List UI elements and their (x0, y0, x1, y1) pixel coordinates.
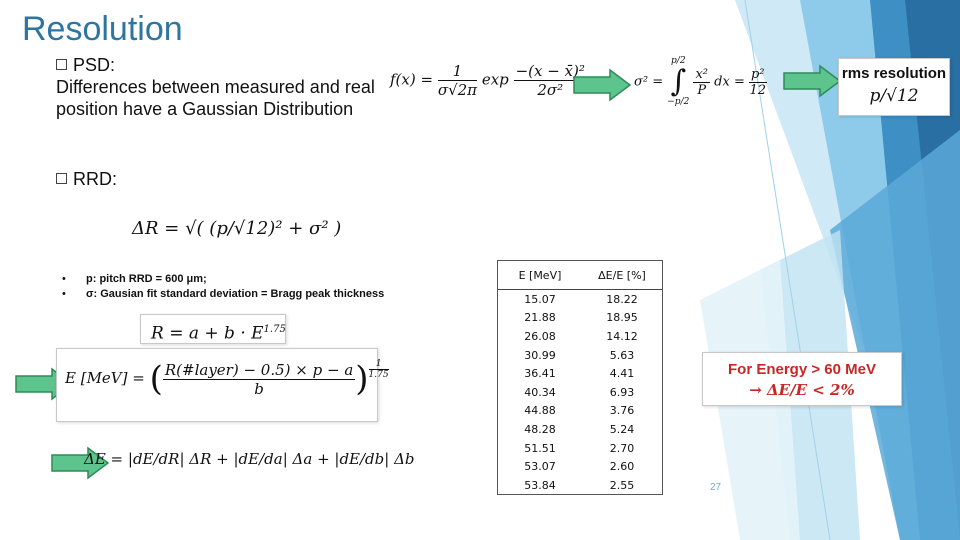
cell-energy: 44.88 (524, 404, 556, 418)
gaussian-exp: exp (481, 70, 509, 89)
delta-e-formula: ΔE = |dE/dR| ΔR + |dE/da| Δa + |dE/db| Δb (84, 450, 415, 468)
page-title: Resolution (22, 10, 183, 48)
rrd-section (56, 168, 117, 190)
gaussian-lhs: f(x) = (390, 70, 434, 89)
gaussian-norm-fraction: $\frac{1}{\sigma√2\pi}$ (437, 62, 478, 99)
cell-resolution: 6.93 (609, 385, 635, 399)
cell-energy: 15.07 (524, 292, 556, 306)
rrd-label: RRD: (73, 169, 117, 189)
conclusion-line-1: For Energy > 60 MeV (728, 361, 876, 378)
cell-energy: 53.84 (524, 478, 556, 492)
variance-result-fraction: $\frac{\text{p²}}{12}$ (749, 66, 767, 98)
cell-resolution: 5.24 (609, 422, 635, 436)
bullet-pitch: • p: pitch RRD = 600 μm; (86, 272, 384, 287)
table-row (498, 420, 662, 439)
cell-energy: 40.34 (524, 385, 556, 399)
table-row (498, 327, 662, 346)
conclusion-box (702, 352, 902, 406)
cell-resolution: 2.70 (609, 441, 635, 455)
table-row (498, 290, 662, 309)
cell-energy: 26.08 (524, 329, 556, 343)
cell-resolution: 2.55 (609, 478, 635, 492)
integrand-fraction: $\frac{\text{x²}}{P}$ (695, 66, 709, 98)
table-row (498, 364, 662, 383)
variance-dx: dx = (714, 74, 745, 90)
psd-label: PSD: (73, 55, 116, 75)
psd-section (56, 54, 376, 120)
table-row (498, 309, 662, 328)
gaussian-formula (390, 62, 587, 99)
page-number: 27 (710, 482, 722, 493)
resolution-table (497, 260, 663, 495)
table-row (498, 439, 662, 458)
table-row (498, 346, 662, 365)
variance-lhs: σ² = (634, 74, 664, 90)
delta-r-formula: ΔR = √( (p/√12)² + σ² ) (132, 218, 342, 239)
cell-resolution: 4.41 (609, 367, 635, 381)
table-header-row (498, 261, 662, 290)
energy-formula: E [MeV] = ( $\frac{\text{R(\#layer) − 0.5) × p − a}}{b}$ ) $\frac{1}{1.75}$ (56, 348, 378, 422)
range-formula: $R = a + b \cdot E^{1.75}$ (140, 314, 286, 344)
table-row (498, 476, 662, 495)
table (498, 261, 662, 495)
cell-energy: 53.07 (524, 460, 556, 474)
rrd-bullets (86, 272, 384, 302)
cell-energy: 51.51 (524, 441, 556, 455)
cell-energy: 30.99 (524, 348, 556, 362)
rms-resolution-box (838, 58, 950, 116)
column-header-resolution: ΔE/E [%] (582, 261, 662, 290)
cell-resolution: 18.22 (606, 292, 638, 306)
cell-resolution: 5.63 (609, 348, 635, 362)
table-row (498, 457, 662, 476)
cell-energy: 36.41 (524, 367, 556, 381)
checkbox-bullet-icon (56, 59, 67, 70)
cell-resolution: 2.60 (609, 460, 635, 474)
cell-resolution: 3.76 (609, 404, 635, 418)
rms-title: rms resolution (841, 65, 947, 82)
table-row (498, 402, 662, 421)
cell-resolution: 18.95 (606, 311, 638, 325)
checkbox-bullet-icon (56, 173, 67, 184)
cell-energy: 21.88 (524, 311, 556, 325)
arrow-icon (572, 68, 632, 102)
conclusion-line-2: → ΔE/E < 2% (749, 381, 855, 399)
psd-description: Differences between measured and real position have a Gaussian Distribution (56, 77, 375, 119)
table-row (498, 383, 662, 402)
bullet-sigma: • σ: Gausian fit standard deviation = Bragg peak thickness (86, 287, 384, 302)
rms-formula: p/√12 (869, 86, 919, 106)
cell-resolution: 14.12 (606, 329, 638, 343)
cell-energy: 48.28 (524, 422, 556, 436)
column-header-energy: E [MeV] (498, 261, 582, 290)
gaussian-exp-fraction: $\frac{\text{−(x − x̄)²}}{\text{2σ²}}$ (515, 62, 585, 99)
arrow-icon (782, 64, 842, 98)
integral-limits: p/2 ∫ −p/2 (667, 56, 690, 107)
variance-formula (634, 56, 767, 108)
